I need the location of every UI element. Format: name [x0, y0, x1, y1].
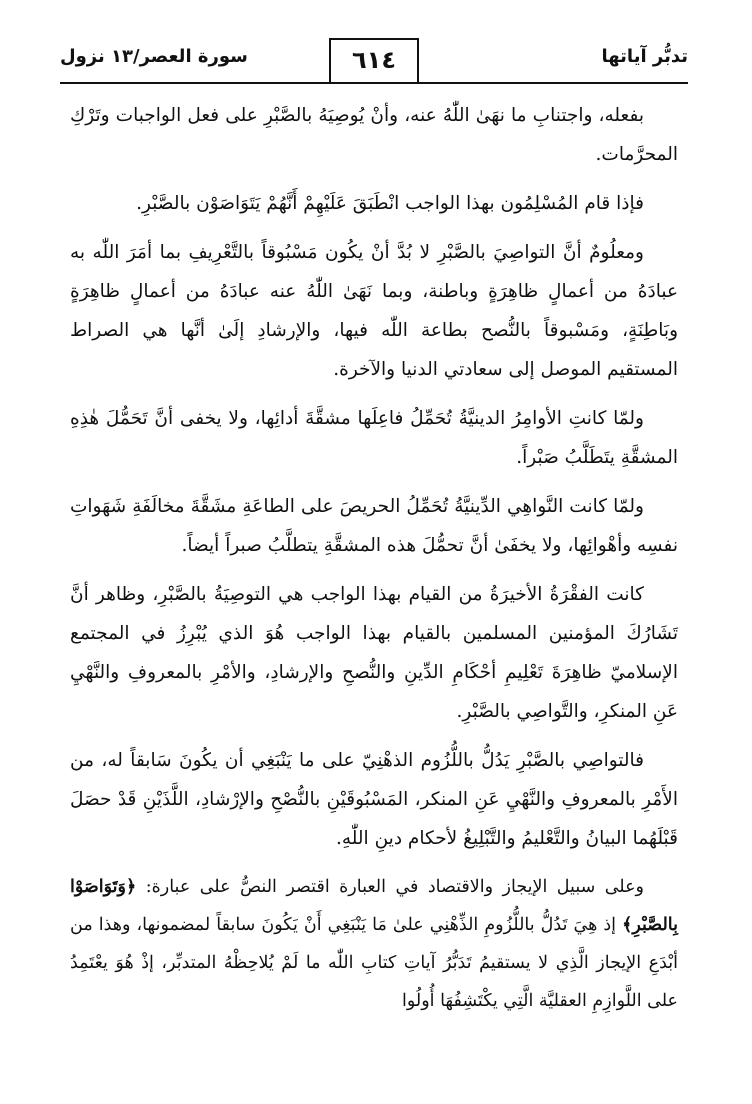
- quran-quote: ﴿وَتَوَاصَوْا بِالصَّبْرِ﴾: [70, 877, 678, 935]
- chapter-title: سورة العصر/١٣ نزول: [60, 46, 248, 67]
- paragraph: [70, 868, 678, 1020]
- body-text: [70, 96, 678, 1030]
- paragraph: فالتواصِي بالصَّبْرِ يَدُلُّ باللُّزُوم الذهْنِيّ على ما يَنْبَغِي أن يكُونَ سَابقاً له، من الأَمْرِ بالمعروفِ والنَّهْيِ عَنِ المنكر، المَسْبُوقَيْنِ بالنُّصْحِ والإرْشادِ، اللَّذَيْنِ قَدْ حصَلَ قَبْلَهُما البيانُ والتَّعْليمُ والتَّبْلِيغُ لأحكام دينِ اللّٰهِ.: [70, 750, 678, 849]
- paragraph: ولمّا كانت النَّواهِي الدِّينيَّةُ تُحَمِّلُ الحريصَ على الطاعَةِ مشَقَّةَ مخالَفَةِ شَهَواتِ نفسِه وأهْوائِها، ولا يخفَىٰ أنَّ تحمُّلَ هذه المشقَّةِ يتطلَّبُ صبراً أيضاً.: [70, 496, 678, 556]
- paragraph: بفعله، واجتنابِ ما نهَىٰ اللّٰهُ عنه، وأنْ يُوصِيَهُ بالصَّبْرِ على فعل الواجبات وتَرْكِ المحرَّمات.: [70, 105, 678, 165]
- book-title: تدبُّر آياتها: [601, 46, 688, 67]
- paragraph-rest: إذ هِيَ تَدُلُّ باللُّزُومِ الذِّهْنِي علىٰ مَا يَنْبَغِي أَنْ يَكُونَ سابقاً لمضمونها، وهذا من أبْدَعِ الإيجاز الَّذِي لا يستقيمُ تَدَبُّرُ آياتِ كتابِ اللّٰه ما لَمْ يُلاحِظْهُ المتدبِّر، إذْ هُوَ يعْتَمِدُ على اللَّوازِمِ العقليَّة الَّتِي يكْتَشِفُهَا أُولُوا: [70, 915, 678, 1011]
- paragraph: كانت الفقْرَةُ الأخيرَةُ من القيام بهذا الواجب هي التوصِيَةُ بالصَّبْرِ، وظاهر أنَّ تَشَارُكَ المؤمنين المسلمين بالقيام بهذا الواجب هُوَ الذي يُبْرِزُ في المجتمع الإسلاميّ ظاهِرَةَ تَعْلِيمِ أحْكَامِ الدِّينِ والنُّصحِ والإرشادِ، والأمْرِ بالمعروفِ والنَّهْيِ عَنِ المنكرِ، والتَّواصِي بالصَّبْرِ.: [70, 584, 678, 722]
- paragraph-intro: وعلى سبيل الإيجاز والاقتصاد في العبارة اقتصر النصُّ على عبارة:: [145, 877, 644, 897]
- page-number: ٦١٤: [329, 38, 419, 82]
- paragraph: ولمّا كانتِ الأوامِرُ الدينيَّةُ تُحَمِّلُ فاعِلَها مشقَّةَ أدائِها، ولا يخفى أنَّ تَحَمُّلَ هٰذِهِ المشقَّةِ يتَطَلَّبُ صَبْراً.: [70, 408, 678, 468]
- paragraph: ومعلُومٌ أنَّ التواصِيَ بالصَّبْرِ لا بُدَّ أنْ يكُون مَسْبُوقاً بالتَّعْرِيفِ بما أمَرَ اللّٰه به عبادَهُ من أعمالٍ ظاهِرَةٍ وباطنة، وبما نَهَىٰ اللّٰهُ عنه عبادَهُ من أعمالٍ ظاهِرَةٍ وبَاطِنَةٍ، ومَسْبوقاً بالنُّصح بطاعة اللّٰه فيها، والإرشادِ إلَىٰ أنَّها هي الصراط المستقيم الموصل إلى سعادتي الدنيا والآخرة.: [70, 242, 678, 380]
- page-header: [60, 38, 688, 84]
- paragraph: فإذا قام المُسْلِمُون بهذا الواجب انْطَبَقَ عَلَيْهِمْ أَنَّهُمْ يَتَوَاصَوْن بالصَّبْرِ.: [136, 193, 644, 214]
